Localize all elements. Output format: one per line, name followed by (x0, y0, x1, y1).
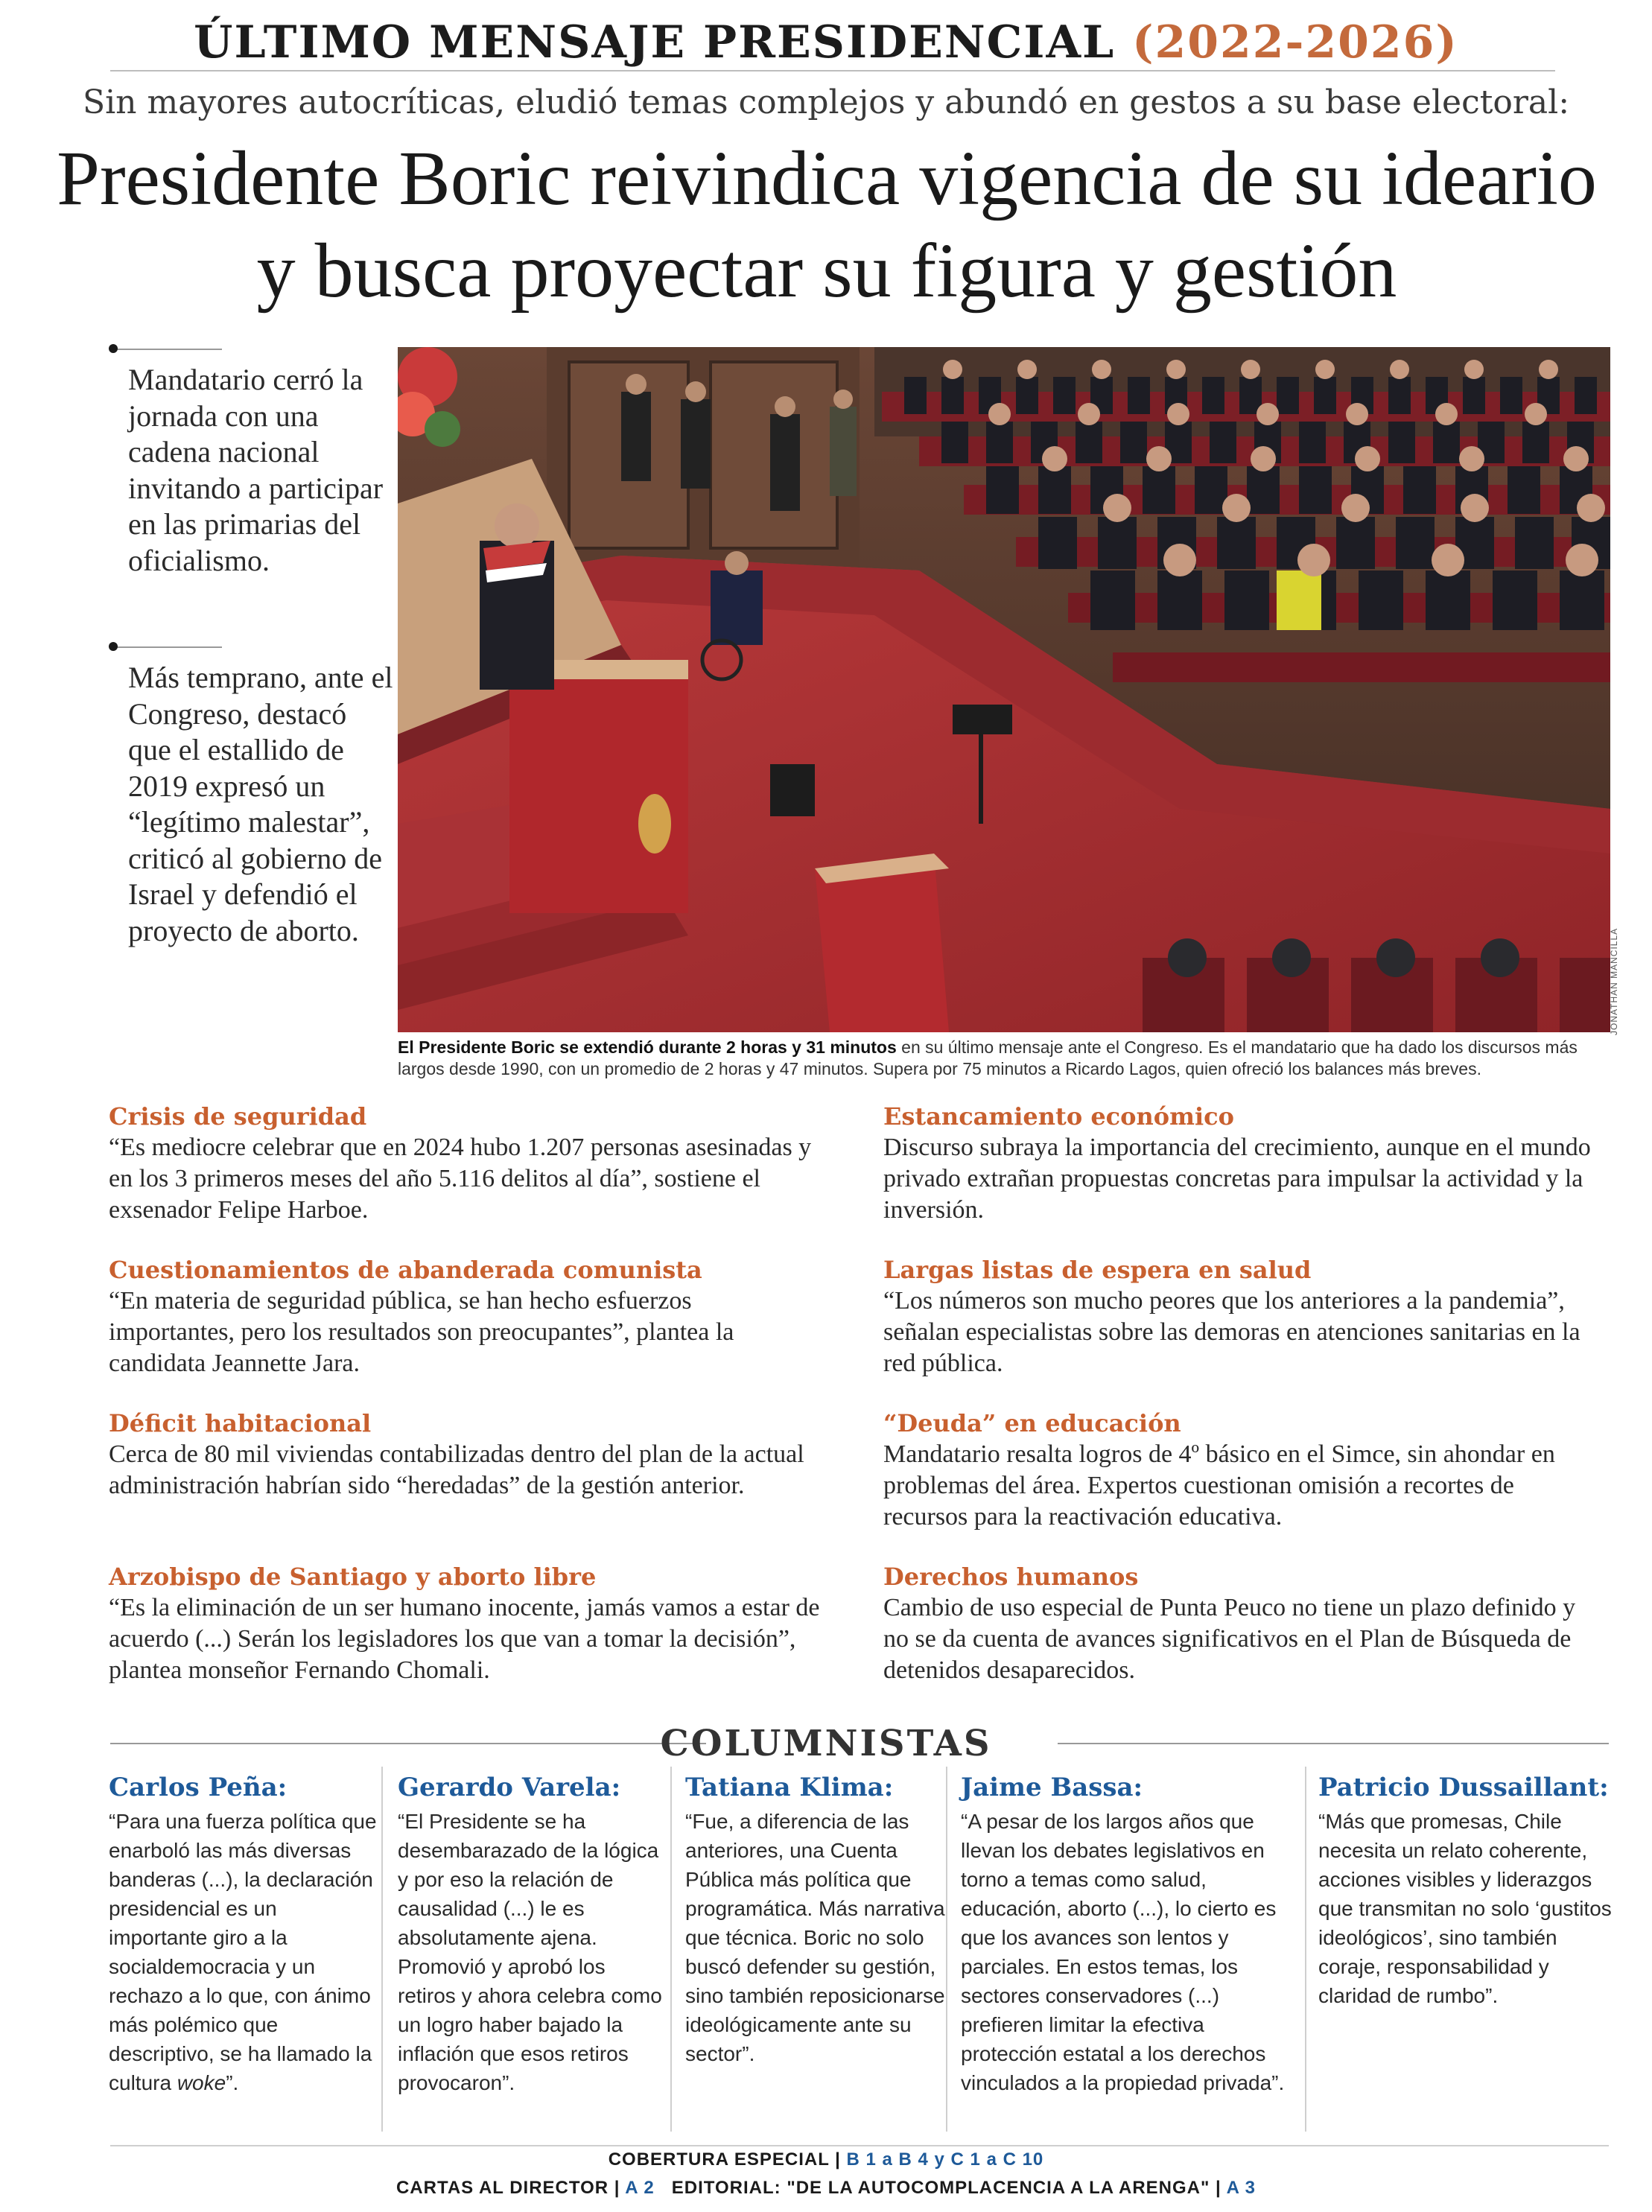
topic-title: Cuestionamientos de abanderada comunista (109, 1256, 702, 1284)
bullet-text: Más temprano, ante el Congreso, destacó que el estallido de 2019 expresó un “legítimo malestar”, criticó al gobierno de Israel y defendió el proyecto de aborto. (128, 661, 393, 947)
topic-body: “Es mediocre celebrar que en 2024 hubo 1.207 personas asesinadas y en los 3 primeros meses del año 5.116 delitos al día”, sostiene el exsenador Felipe Harboe. (109, 1134, 812, 1224)
column-separator (381, 1767, 383, 2132)
columnist-name: Patricio Dussaillant: (1318, 1773, 1609, 1802)
kicker-years: (2022-2026) (1132, 16, 1458, 69)
columnist-name: Tatiana Klima: (685, 1773, 894, 1802)
bullet-dot-icon (109, 344, 118, 353)
bullet-dot-icon (109, 642, 118, 651)
columnist-quote: “Más que promesas, Chile necesita un relato coherente, acciones visibles y liderazgos que transmitan no solo ‘gustitos ideológicos’, sino también coraje, responsabilidad y claridad de rumbo”. (1318, 1810, 1612, 2007)
caption-lead: El Presidente Boric se extendió durante 2 horas y 31 minutos (398, 1037, 897, 1057)
topic-title: “Deuda” en educación (883, 1409, 1181, 1437)
footer-editorial-ref[interactable]: A 3 (1226, 2178, 1257, 2198)
bullet-text: Mandatario cerró la jornada con una cadena nacional invitando a participar en las primarias del oficialismo. (128, 363, 384, 577)
footer-cobertura-label: COBERTURA ESPECIAL (608, 2149, 830, 2170)
topic-title: Arzobispo de Santiago y aborto libre (109, 1563, 597, 1591)
columnist-quote: “A pesar de los largos años que llevan los debates legislativos en torno a temas como salud, educación, aborto (...), lo cierto es que los avances son lentos y parciales. En estos temas, los sectores conservadores (...) prefieren limitar la efectiva protección estatal a los derechos vinculados a la propiedad privada”. (961, 1810, 1285, 2094)
column-separator (1305, 1767, 1306, 2132)
columnist-quote (109, 1807, 377, 2097)
topic-block (109, 1102, 824, 1226)
headline: Presidente Boric reivindica vigencia de su ideario y busca proyectar su figura y gestión (57, 136, 1597, 314)
topic-block (109, 1256, 824, 1379)
kicker-divider (110, 70, 1555, 71)
quote-text: “Para una fuerza política que enarboló las más diversas banderas (...), la declaración presidencial es un importante giro a la socialdemocracia y un rechazo a lo que, con ánimo más polémico que descriptivo, se ha llamado la cultura (109, 1810, 377, 2094)
footer-cartas-ref[interactable]: A 2 (625, 2178, 655, 2198)
topic-body: Cerca de 80 mil viviendas contabilizadas dentro del plan de la actual administración habrían sido “heredadas” de la gestión anterior. (109, 1440, 804, 1499)
footer-editorial-label: EDITORIAL: (671, 2178, 781, 2198)
photo-credit: JONATHAN MANCILLA (1609, 927, 1619, 1035)
topic-block (883, 1256, 1598, 1379)
topic-block (883, 1102, 1598, 1226)
topic-title: Estancamiento económico (883, 1102, 1234, 1131)
kicker-text: ÚLTIMO MENSAJE PRESIDENCIAL (194, 16, 1116, 69)
topic-title: Derechos humanos (883, 1563, 1139, 1591)
columnist-block (1318, 1773, 1616, 2010)
subhead: Sin mayores autocríticas, eludió temas complejos y abundó en gestos a su base electoral: (82, 83, 1570, 121)
column-separator (670, 1767, 672, 2132)
columnist-block (685, 1773, 953, 2068)
footer-line-2: CARTAS AL DIRECTOR | A 2 EDITORIAL: "DE LA AUTOCOMPLACENCIA A LA ARENGA" | A 3 (395, 2178, 1257, 2198)
congress-photo-illustration (398, 347, 1610, 1032)
topic-block (109, 1563, 824, 1686)
footer-cobertura-ref[interactable]: B 1 a B 4 y C 1 a C 10 (846, 2149, 1044, 2170)
bullet-divider (112, 349, 222, 350)
photo-caption (398, 1037, 1619, 1080)
quote-emphasis: woke (177, 2071, 226, 2094)
topic-block (883, 1409, 1598, 1533)
congress-photo (398, 347, 1610, 1032)
columnist-name: Jaime Bassa: (961, 1773, 1143, 1802)
topic-title: Crisis de seguridad (109, 1102, 367, 1131)
columnist-quote: “Fue, a diferencia de las anteriores, una Cuenta Pública más política que programática. Más narrativa que técnica. Boric no solo buscó defender su gestión, sino también reposicionarse ideológicamente ante su sector”. (685, 1810, 945, 2065)
footer-line-1: COBERTURA ESPECIAL | B 1 a B 4 y C 1 a C 10 (608, 2149, 1044, 2170)
columnist-name: Carlos Peña: (109, 1773, 287, 1802)
columnist-quote: “El Presidente se ha desembarazado de la lógica y por eso la relación de causalidad (...) le es absolutamente ajena. Promovió y aprobó los retiros y ahora celebra como un logro haber bajado la inflación que esos retiros provocaron”. (398, 1810, 662, 2094)
topic-title: Déficit habitacional (109, 1409, 372, 1437)
columnist-name: Gerardo Varela: (398, 1773, 621, 1802)
footer-editorial-title: "DE LA AUTOCOMPLACENCIA A LA ARENGA" (787, 2178, 1210, 2198)
topic-block (883, 1563, 1598, 1686)
topic-block (109, 1409, 824, 1501)
columnists-title: COLUMNISTAS (660, 1723, 992, 1764)
topic-body: Mandatario resalta logros de 4º básico en el Simce, sin ahondar en problemas del área. Expertos cuestionan omisión a recortes de recursos para la reactivación educativa. (883, 1440, 1555, 1531)
column-separator (946, 1767, 947, 2132)
caption-text: en su último mensaje ante el Congreso. Es el mandatario que ha dado los discursos más largos desde 1990, con un promedio de 2 horas y 47 minutos. Supera por 75 minutos a Ricardo Lagos, quien ofreció los balances más breves. (398, 1037, 1578, 1078)
topic-body: “Los números son mucho peores que los anteriores a la pandemia”, señalan especialistas sobre las demoras en atenciones sanitarias en la red pública. (883, 1287, 1580, 1377)
columnist-block (961, 1773, 1296, 2097)
topic-body: “En materia de seguridad pública, se han hecho esfuerzos importantes, pero los resultados son preocupantes”, plantea la candidata Jeannette Jara. (109, 1287, 734, 1377)
columnist-block (398, 1773, 666, 2097)
columnist-block (109, 1773, 377, 2097)
section-kicker (0, 16, 1652, 69)
topic-title: Largas listas de espera en salud (883, 1256, 1312, 1284)
footer-cartas-label: CARTAS AL DIRECTOR (395, 2178, 609, 2198)
topic-body: Discurso subraya la importancia del crecimiento, aunque en el mundo privado extrañan propuestas concretas para impulsar la actividad y la inversión. (883, 1134, 1591, 1224)
topic-body: Cambio de uso especial de Punta Peuco no tiene un plazo definido y no se da cuenta de avances significativos en el Plan de Búsqueda de detenidos desaparecidos. (883, 1594, 1576, 1684)
quote-end: ”. (226, 2071, 239, 2094)
topic-body: “Es la eliminación de un ser humano inocente, jamás vamos a estar de acuerdo (...) Serán los legisladores los que van a tomar la decisión”, plantea monseñor Fernando Chomali. (109, 1594, 820, 1684)
bullet-divider (112, 646, 222, 648)
footer-divider (110, 2145, 1609, 2146)
